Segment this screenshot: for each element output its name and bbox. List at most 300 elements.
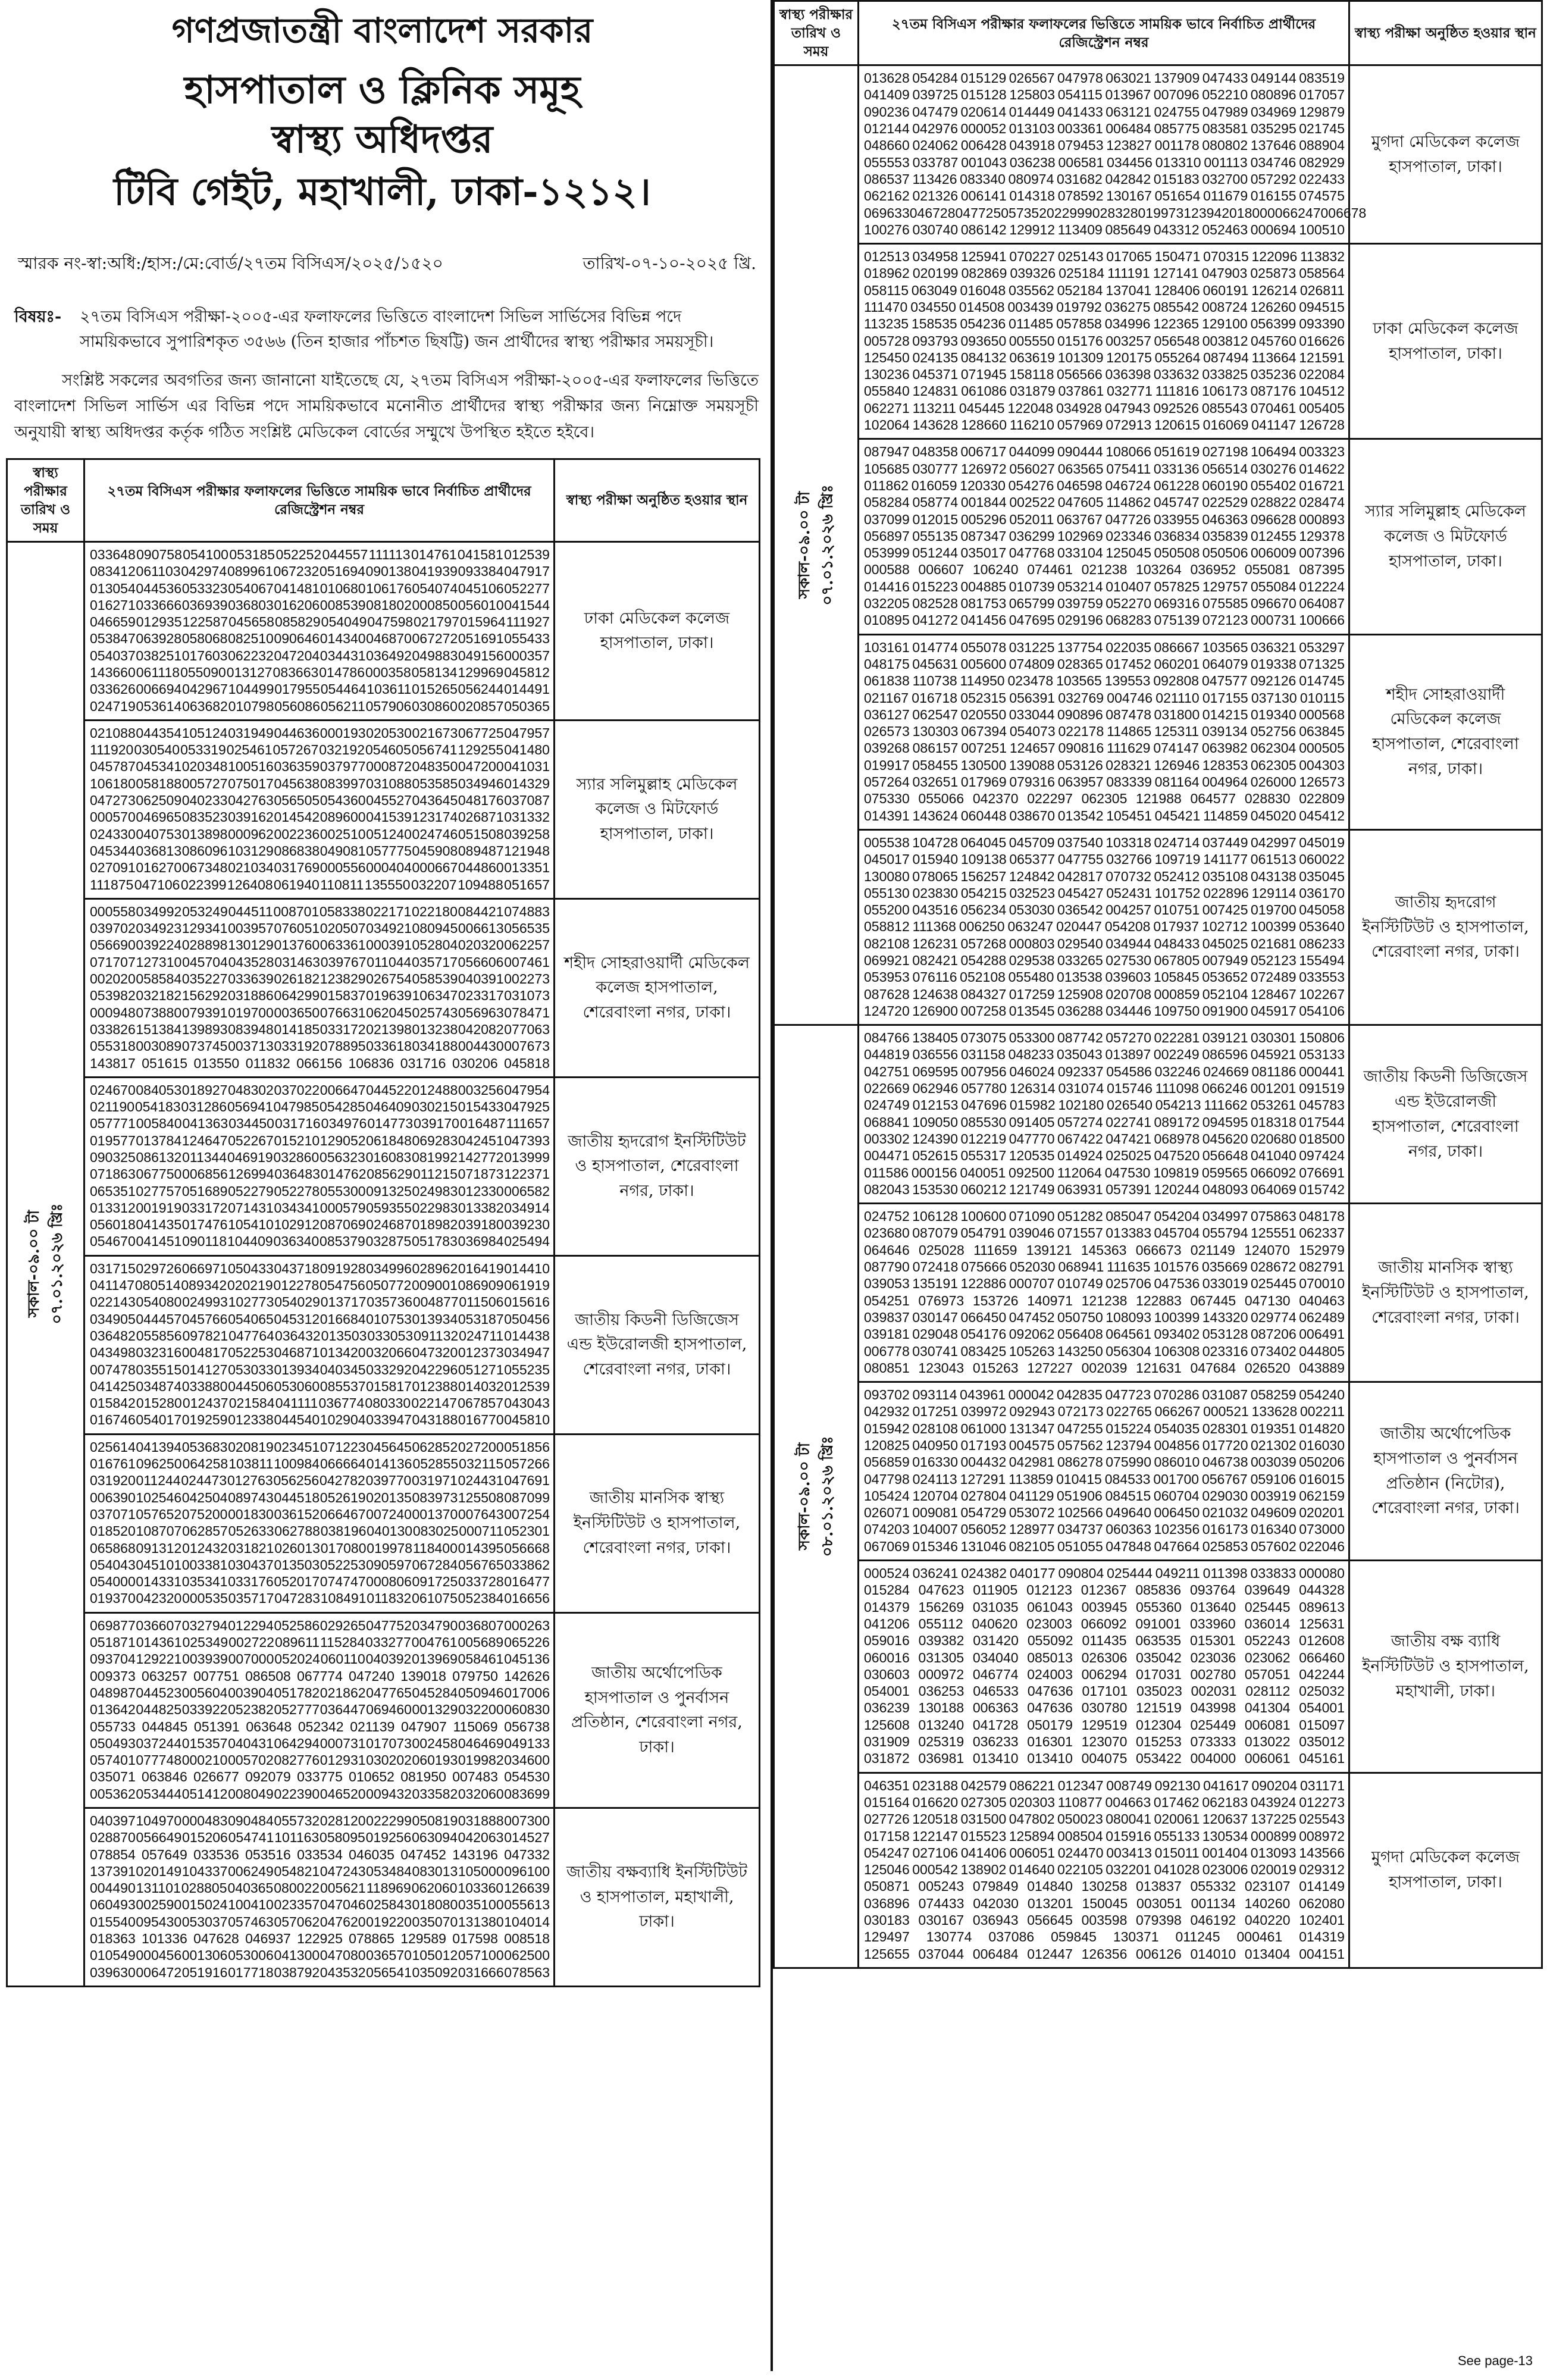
registration-number: 023317 [458,988,504,1004]
exam-venue: জাতীয় মানসিক স্বাস্থ্য ইনস্টিটিউট ও হাসপাতাল, শেরেবাংলা নগর, ঢাকা। [555,1434,760,1612]
registration-number: 109819 [1153,1164,1200,1180]
registration-number: 017603 [181,647,228,663]
registration-number: 006141 [960,188,1007,204]
registration-number: 014774 [912,639,958,655]
registration-number: 104970 [136,1812,182,1828]
registration-number: 013410 [972,1750,1019,1767]
registration-number: 003650 [274,1004,320,1020]
registration-number: 059355 [366,1200,412,1216]
registration-number: 040177 [1009,1565,1056,1582]
registration-number: 025853 [1202,1538,1248,1554]
registration-number: 054043 [90,1557,136,1573]
schedule-row [774,244,1542,439]
registration-number: 000731 [1251,612,1297,628]
registration-number: 018363 [90,1931,136,1947]
registration-number: 014491 [504,681,550,697]
registration-number: 013897 [1105,1047,1151,1063]
registration-number: 053037 [181,1914,228,1930]
registration-number: 002031 [1191,1683,1237,1699]
registration-number: 008724 [1201,299,1248,315]
registration-number: 015357 [181,1735,228,1751]
registration-number: 069283 [412,1132,458,1148]
registration-number: 016620 [912,1794,959,1810]
registration-line [864,1565,1345,1582]
schedule-row [774,439,1542,634]
registration-number: 052777 [274,1702,320,1718]
registration-number: 054080 [136,1294,182,1310]
registration-number: 072418 [912,1259,959,1275]
registration-number: 034921 [366,920,412,937]
registration-number: 090804 [1058,1565,1104,1582]
registration-number: 054035 [1154,1420,1200,1436]
registration-number: 023107 [1244,1878,1291,1894]
registration-number: 045025 [1202,935,1248,951]
registration-number: 091928 [320,1260,366,1276]
registration-number: 111470 [864,299,908,315]
registration-number: 000731 [320,1735,366,1751]
registration-number: 012437 [182,1395,228,1411]
registration-number: 006363 [972,1700,1019,1716]
registration-number: 105012 [412,1947,458,1964]
registration-number: 060363 [1106,1521,1151,1537]
registration-number: 062788 [274,1523,320,1539]
registration-line [864,1403,1345,1420]
registration-number: 104337 [181,1863,228,1879]
registration-number: 053006 [228,1947,274,1964]
registration-number: 067348 [181,860,228,876]
registration-number: 065351 [90,1183,136,1199]
registration-number: 085649 [1105,221,1151,237]
registration-number: 028365 [1057,656,1103,672]
registration-number: 021398 [366,1021,412,1037]
registration-number: 054176 [960,1326,1007,1342]
registration-number: 042981 [1009,1454,1055,1470]
registration-number: 031305 [918,1649,964,1665]
registration-number: 034914 [504,1200,550,1216]
registration-number: 062232 [228,647,274,663]
registration-number: 056668 [504,1540,550,1556]
registration-number: 053516 [245,1846,291,1862]
registration-number: 085013 [1027,1649,1073,1665]
registration-number: 053614 [136,698,182,714]
registration-number: 123827 [1106,137,1152,154]
registration-number: 024755 [1154,104,1200,120]
registration-number: 121519 [1136,1700,1182,1716]
registration-number: 004303 [1299,757,1345,773]
registration-number: 006694 [136,681,182,697]
schedule-row [774,829,1542,1025]
registration-number: 006613 [458,920,504,937]
registration-number: 020149 [136,1863,182,1879]
registration-line [864,885,1345,901]
registration-number: 102064 [864,417,910,433]
registration-number: 029540 [1057,935,1103,951]
registration-number: 102712 [1201,919,1248,935]
registration-number: 047479 [912,104,958,120]
registration-number: 039725 [912,87,959,103]
registration-line [864,1699,1345,1716]
registration-number: 105124 [181,725,228,741]
registration-line [864,1164,1345,1181]
registration-number: 022299 [366,1812,412,1828]
registration-number: 012388 [412,1378,458,1394]
registration-number: 058259 [1250,1387,1297,1403]
registration-number: 051906 [1057,1488,1103,1504]
registration-number: 003919 [1250,1488,1297,1504]
registration-number: 151384 [136,1021,182,1037]
registration-number: 055732 [274,1812,320,1828]
registration-number: 120637 [1202,1811,1248,1827]
registration-number: 033632 [1153,367,1200,383]
registration-line [864,656,1345,672]
registration-number: 021797 [414,614,459,630]
registration-number: 037071 [90,1506,136,1522]
registration-number: 016206 [274,597,320,613]
registration-number: 036288 [1057,1003,1103,1019]
registration-number: 110738 [912,673,957,689]
exam-venue: ঢাকা মেডিকেল কলেজ হাসপাতাল, ঢাকা। [555,541,760,720]
registration-number: 089613 [1299,1599,1345,1615]
registration-number: 070010 [1299,1276,1345,1292]
registration-number: 017193 [960,1438,1007,1453]
registration-number: 066664 [320,1456,366,1472]
registration-number: 016271 [90,597,136,613]
registration-number: 049640 [1106,1505,1151,1521]
registration-number: 090204 [1251,1777,1298,1793]
registration-number: 121631 [1136,1360,1182,1376]
registration-number: 003089 [136,1038,182,1054]
registration-number: 056765 [458,1557,504,1573]
registration-number: 050493 [90,1735,136,1751]
registration-number: 013022 [1244,1734,1291,1750]
registration-number: 008749 [1106,1777,1152,1793]
registration-number: 158118 [1009,367,1054,383]
registration-number: 020614 [960,104,1007,120]
registration-number: 032794 [181,1617,228,1633]
registration-number: 013238 [412,1021,458,1037]
registration-number: 057652 [136,1506,182,1522]
registration-number: 000483 [181,1812,228,1828]
registration-number: 057292 [1250,171,1297,187]
registration-number: 060830 [504,1702,550,1718]
registration-number: 084533 [1104,1471,1151,1487]
registration-number: 074883 [504,903,550,919]
registration-number: 111098 [1155,1081,1200,1097]
registration-number: 106173 [1201,383,1248,399]
registration-number: 054001 [864,1683,910,1699]
registration-number: 035236 [1250,367,1297,383]
registration-number: 130258 [1081,1878,1128,1894]
registration-number: 111816 [1155,383,1200,399]
registration-number: 022084 [1299,367,1345,383]
registration-number: 125508 [458,1489,504,1505]
registration-line [864,1861,1345,1878]
registration-number: 006582 [504,1183,550,1199]
registration-number: 054605 [365,742,411,758]
registration-number: 086142 [960,221,1007,237]
registration-number: 042579 [960,1777,1007,1793]
registration-number: 111662 [1204,1097,1248,1113]
registration-number: 100516 [228,759,274,775]
registration-number: 087947 [864,444,910,460]
registration-number: 012447 [1027,1946,1073,1962]
registration-number: 039759 [1057,596,1103,612]
registration-number: 057825 [1154,578,1200,594]
registration-number: 051782 [274,1684,320,1701]
registration-number: 046598 [1057,477,1103,493]
registration-number: 020135 [366,1489,412,1505]
registration-number: 034446 [1106,1003,1151,1019]
registration-numbers [859,244,1349,439]
registration-number: 062509 [136,793,182,809]
registration-number: 046738 [1202,1454,1248,1470]
registration-number: 052104 [1202,986,1248,1002]
registration-number: 078471 [504,1004,550,1020]
registration-number: 036570 [366,1947,412,1964]
registration-number: 016155 [1250,188,1297,204]
exam-date-cell [774,65,859,1025]
registration-number: 034874 [136,1378,182,1394]
registration-number: 001919 [136,1200,182,1216]
registration-number: 061513 [1250,851,1297,868]
registration-number: 115284 [320,1634,365,1651]
registration-number: 042842 [1105,171,1151,187]
registration-number: 033626 [90,681,136,697]
registration-number: 085775 [1154,121,1200,137]
registration-number: 108066 [1106,444,1151,460]
registration-line [90,647,550,664]
registration-number: 033833 [1250,1565,1297,1582]
registration-number: 093704 [90,1651,136,1667]
registration-number: 111657 [506,1116,550,1132]
registration-number: 063121 [1106,104,1151,120]
registration-number: 061228 [1153,477,1200,493]
registration-number: 092943 [1009,1404,1056,1420]
registration-number: 056963 [458,1004,504,1020]
registration-number: 060190 [1202,477,1248,493]
registration-number: 016487 [459,1116,506,1132]
registration-number: 034040 [972,1649,1019,1665]
schedule-row [774,1025,1542,1204]
registration-number: 093114 [912,1387,957,1403]
registration-number: 034944 [1106,935,1151,951]
registration-number: 019256 [365,1830,412,1846]
registration-number: 052615 [912,1148,958,1164]
registration-number: 089611 [274,1634,320,1651]
registration-number: 090138 [365,563,412,580]
registration-number: 032205 [864,596,910,612]
registration-number: 023346 [1106,528,1151,544]
registration-number: 143660 [90,664,136,680]
registration-number: 041040 [1251,1148,1297,1164]
registration-number: 142772 [458,1150,504,1165]
registration-number: 066092 [1081,1615,1127,1631]
registration-number: 000948 [90,1004,136,1020]
registration-number: 058338 [320,903,365,919]
registration-number: 129519 [1081,1717,1128,1733]
subject-block [6,305,759,355]
registration-number: 123174 [412,809,458,825]
registration-number: 036238 [1009,154,1056,170]
registration-number: 052279 [228,1183,274,1199]
registration-number: 066450 [960,1309,1007,1325]
registration-number: 066156 [296,1055,342,1071]
registration-number: 044522 [366,1082,412,1098]
registration-number: 102904 [320,1412,366,1428]
left-column [6,6,759,2377]
registration-number: 015942 [864,1420,910,1436]
registration-number: 130129 [228,937,274,953]
registration-number: 024135 [912,349,959,365]
registration-line [864,1844,1345,1861]
registration-line [864,248,1345,265]
registration-number: 031332 [504,809,550,825]
registration-number: 125894 [1009,1828,1055,1844]
registration-number: 044540 [274,1412,320,1428]
registration-number: 004877 [412,1294,459,1310]
registration-number: 043998 [1190,1700,1236,1716]
exam-date-time: সকাল-০৯.০০ টা [795,491,813,599]
registration-number: 082528 [912,596,958,612]
registration-number: 086838 [274,843,320,859]
registration-number: 124070 [1244,1242,1290,1258]
registration-number: 001844 [960,494,1007,511]
registration-number: 048358 [912,444,958,460]
registration-number: 054530 [504,1769,550,1785]
registration-number: 101752 [1154,885,1201,901]
registration-number: 055112 [918,1615,963,1631]
registration-number: 034188 [412,1038,458,1054]
registration-number: 047903 [1201,265,1248,281]
registration-number: 021190 [90,1099,135,1115]
registration-number: 012931 [320,1752,366,1768]
registration-number: 080330 [365,1395,411,1411]
registration-number: 047989 [1202,104,1248,120]
registration-number: 158535 [911,316,957,332]
registration-number: 129879 [1299,104,1345,120]
registration-number: 054756 [320,1277,365,1294]
exam-venue: জাতীয় মানসিক স্বাস্থ্য ইনস্টিটিউট ও হাসপাতাল, শেরেবাংলা নগর, ঢাকা। [1349,1204,1542,1382]
registration-number: 137041 [1106,282,1152,298]
header-date: স্বাস্থ্য পরীক্ষার তারিখ ও সময় [7,459,84,541]
registration-number: 139121 [1026,1242,1072,1258]
registration-number: 016626 [1299,333,1345,349]
memo-date: তারিখ-০৭-১০-২০২৫ খ্রি. [583,253,756,274]
registration-number: 025349 [182,1634,228,1651]
registration-number: 012338 [228,1412,274,1428]
registration-number: 075017 [228,775,274,791]
registration-number: 074809 [1009,656,1055,672]
registration-line [90,1573,550,1590]
registration-number: 057969 [1057,417,1103,433]
registration-number: 056566 [1057,367,1103,383]
registration-number: 067774 [297,1668,343,1684]
registration-number: 054115 [1057,87,1103,103]
registration-number: 056649 [136,1830,182,1846]
registration-number: 045787 [90,759,136,775]
registration-number: 032182 [136,988,182,1004]
registration-number: 012513 [864,249,910,265]
registration-number: 023006 [1202,1862,1248,1878]
registration-number: 001178 [1154,137,1200,154]
registration-number: 036275 [1104,299,1151,315]
registration-number: 011244 [136,1473,181,1489]
registration-number: 017598 [452,1931,498,1947]
registration-number: 067069 [864,1538,910,1554]
registration-number: 036014 [1244,1615,1291,1631]
exam-date-day: ০৭.০১.২০২৬ খ্রিঃ [48,1203,66,1324]
registration-number: 073333 [1190,1734,1236,1750]
body-paragraph: সংশ্লিষ্ট সকলের অবগতির জন্য জানানো যাইতেছে যে, ২৭তম বিসিএস পরীক্ষা-২০০৫-এর ফলাফলের ভিত্তিতে বাংলাদেশ সিভিল সার্ভিস এর বিভিন্ন পদে সাময়িকভাবে মনোনীত প্রার্থীদের স্বাস্থ্য পরীক্ষার জন্য নিম্নোক্ত সময়সূচী অনুযায়ী স্বাস্থ্য অধিদপ্তর কর্তৃক গঠিত সংশ্লিষ্ট মেডিকেল বোর্ডের সম্মুখে উপস্থিত হইতে হইবে। [14,371,759,441]
registration-number: 083412 [90,563,136,580]
registration-number: 026182 [274,971,320,987]
registration-number: 014329 [504,775,550,791]
registration-number: 047320 [412,1345,458,1361]
registration-number: 004151 [1299,1946,1345,1962]
registration-number: 034992 [136,903,182,919]
registration-number: 016721 [1299,477,1345,493]
registration-line [864,1828,1345,1844]
registration-number: 045917 [1251,1003,1297,1019]
registration-number: 095430 [136,1914,182,1930]
registration-number: 069595 [912,1063,959,1079]
registration-number: 041481 [274,580,320,596]
registration-number: 047907 [401,1718,447,1734]
registration-number: 045704 [182,954,228,970]
registration-number: 005621 [320,1880,366,1896]
registration-number: 056399 [1250,316,1297,332]
registration-number: 129114 [1251,885,1297,901]
registration-number: 058539 [412,971,458,987]
registration-number: 081753 [960,596,1007,612]
registration-number: 024473 [181,1473,227,1489]
registration-number: 053060 [274,1378,320,1394]
registration-line [90,758,550,775]
registration-number: 120535 [1009,1148,1055,1164]
registration-number: 047848 [1106,1538,1151,1554]
registration-number: 054000 [90,1574,136,1590]
exam-venue: জাতীয় অর্থোপেডিক হাসপাতাল ও পুনর্বাসন প্রতিষ্ঠান, শেরেবাংলা নগর, ঢাকা। [555,1612,760,1808]
registration-number: 069633 [864,205,910,221]
registration-number: 000441 [1299,1063,1345,1079]
registration-number: 063021 [1106,70,1151,86]
registration-number: 087099 [504,1489,550,1505]
registration-number: 122886 [960,1276,1007,1292]
registration-number: 044354 [136,725,182,741]
registration-number: 041451 [136,1233,182,1250]
registration-number: 089487 [458,843,504,859]
registration-number: 023478 [1007,673,1054,689]
registration-line [864,690,1345,706]
registration-number: 057274 [1057,1114,1103,1130]
right-schedule-table [773,0,1543,1969]
registration-number: 040392 [365,1651,412,1667]
registration-number: 083523 [181,809,228,825]
registration-number: 036542 [1057,902,1103,918]
registration-number: 069460 [366,1702,412,1718]
registration-number: 061103 [136,563,181,580]
registration-number: 015742 [1299,1181,1345,1197]
registration-number: 124638 [912,986,958,1002]
registration-number: 052243 [1244,1633,1291,1649]
registration-number: 013999 [504,1150,550,1165]
registration-number: 033534 [297,1846,343,1862]
registration-number: 071707 [90,954,136,970]
registration-number: 053300 [1009,1030,1055,1046]
registration-number: 057463 [228,1914,274,1930]
registration-number: 024669 [1203,1063,1249,1079]
registration-number: 118400 [412,1540,458,1556]
